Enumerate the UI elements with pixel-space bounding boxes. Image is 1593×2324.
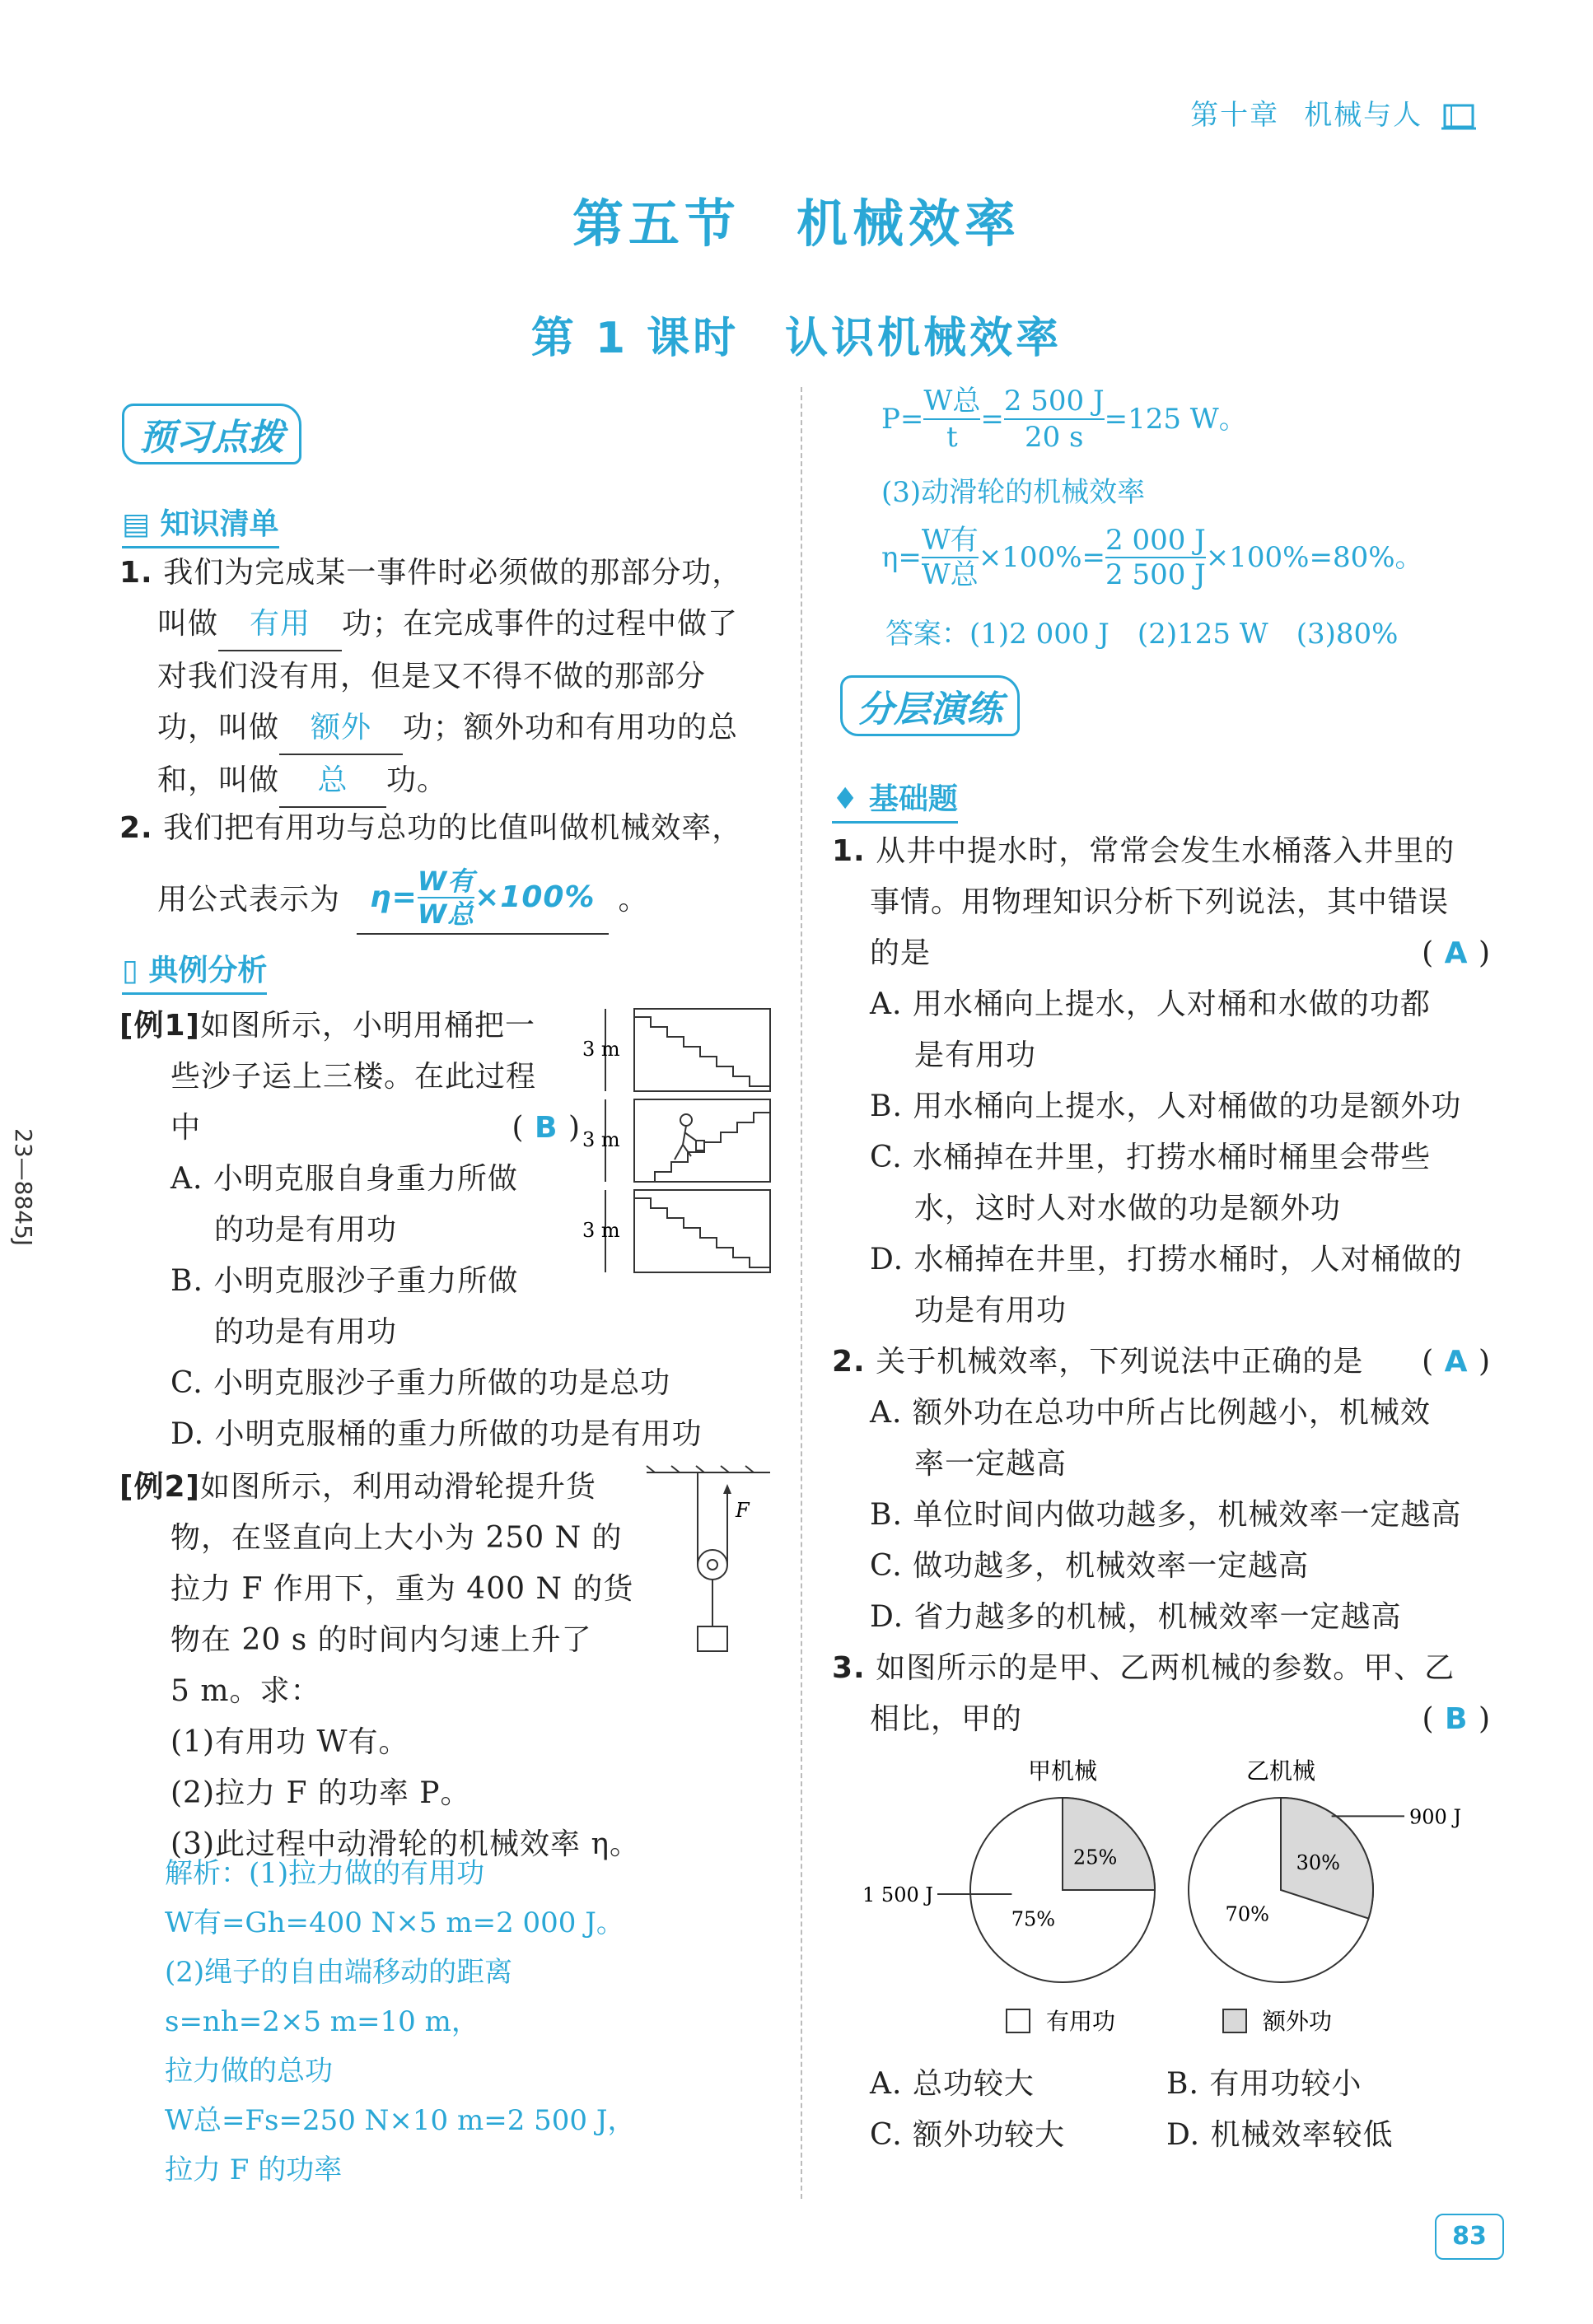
force-label: F [736, 1499, 750, 1522]
book-small-icon: ▯ [122, 954, 149, 987]
knowledge-item-2: 2. 我们把有用功与总功的比值叫做机械效率， 用公式表示为 η= W有 W总 ×100% 。 [119, 803, 778, 935]
preview-heading: 预习点拨 [122, 404, 301, 464]
pie-annotation: 1 500 J [862, 1883, 933, 1906]
leaf-icon: ♦ [832, 782, 869, 816]
example-1: [例1]如图所示，小明用桶把一 些沙子运上三楼。在此过程 中 ( B ) A. 小明克服自身重力所做 的功是有用功 B. 小明克服沙子重力所做 的功是有用功 [119, 1009, 581, 1349]
legend-extra: 额外功 [1263, 2008, 1333, 2035]
blank-extra: 额外 [279, 702, 403, 755]
pie-slice-extra [1063, 1798, 1155, 1890]
knowledge-heading: ▤ 知识清单 [122, 501, 279, 548]
pie-chart-yi [1189, 1798, 1461, 1982]
efficiency-head: (3)动滑轮的机械效率 [881, 476, 1146, 509]
pulley-figure [647, 1466, 778, 1672]
staircase-figure [581, 1005, 778, 1285]
stair-label-1: 3 m [582, 1038, 620, 1061]
pie-annotation: 900 J [1409, 1805, 1462, 1829]
pie-label-extra: 25% [1072, 1846, 1118, 1869]
question-3-answer: B [1445, 1702, 1469, 1736]
pie-chart-jia [862, 1798, 1155, 1982]
solution-left: 解析：(1)拉力做的有用功 W有=Gh=400 N×5 m=2 000 J。 (2)绳子的自由端移动的距离 s=nh=2×5 m=10 m， 拉力做的总功 W总=Fs=250 N×10 m=2 500 J， 拉力 F 的功率 [165, 1857, 636, 2186]
question-2: 2. 关于机械效率，下列说法中正确的是 ( A ) A. 额外功在总功中所占比例越小，机械效 率一定越高 B. 单位时间内做功越多，机械效率一定越高 C. 做功越多，机械效率一定越高 D. 省力越多的机械，机械效率一定越高 [832, 1345, 1491, 1634]
book-icon [1440, 100, 1478, 133]
pie-title-yi: 乙机械 [1245, 1757, 1316, 1785]
chapter-header [1190, 92, 1478, 133]
question-1-answer: A [1444, 936, 1469, 970]
pie-label-extra: 30% [1296, 1851, 1340, 1875]
column-divider [801, 387, 802, 2199]
question-3-options: A. 总功较大 B. 有用功较小 C. 额外功较大 D. 机械效率较低 [870, 2067, 1394, 2152]
efficiency-formula: η= W有 W总 ×100% [357, 866, 609, 935]
legend-useful-swatch [1007, 2009, 1030, 2032]
pie-label-useful: 70% [1225, 1902, 1269, 1926]
legend-useful: 有用功 [1046, 2008, 1116, 2035]
example-heading: ▯ 典例分析 [122, 947, 267, 995]
question-2-answer: A [1444, 1345, 1469, 1379]
legend-extra-swatch [1223, 2009, 1246, 2032]
efficiency-formula-solution: η= W有 W总 ×100%= $\frac{2 000 J}{2 500 J}$ ×100%=80%。 [881, 524, 1423, 591]
question-1: 1. 从井中提水时，常常会发生水桶落入井里的 事情。用物理知识分析下列说法，其中错误 的是 ( A ) A. 用水桶向上提水，人对桶和水做的功都 是有用功 B. 用水桶向上提水，人对桶做的功是额外功 C. 水桶掉在井里，打捞水桶时桶里会带些 水，这时人对水做的功是额外功 D. 水桶掉在井里，打捞水桶时，人对桶做的 功是有用功 [832, 834, 1491, 1328]
basic-heading: ♦ 基础题 [832, 776, 958, 824]
example-1-options-cd: C. 小明克服沙子重力所做的功是总功 D. 小明克服桶的重力所做的功是有用功 [171, 1366, 703, 1451]
power-formula: P= W总 t = $\frac{2 500 J}{20 s}$ =125 W。 [881, 385, 1247, 454]
question-3: 3. 如图所示的是甲、乙两机械的参数。甲、乙 相比，甲的 ( B ) [832, 1651, 1491, 1736]
example-1-answer: B [535, 1111, 558, 1145]
page-subtitle: 第 1 课时 认识机械效率 [530, 314, 1063, 363]
pie-charts [862, 1746, 1516, 2075]
example-2: [例2]如图所示，利用动滑轮提升货 物，在竖直向上大小为 250 N 的 拉力 F 作用下，重为 400 N 的货 物在 20 s 的时间内匀速上升了 5 m。求： (1)有用功 W有。 (2)拉力 F 的功率 P。 (3)此过程中动滑轮的机械效率 η。 [119, 1470, 641, 1861]
answer-line: 答案：(1)2 000 J (2)125 W (3)80% [885, 618, 1399, 651]
page-title: 第五节 机械效率 [572, 194, 1021, 254]
chapter-title: 机械与人 [1304, 99, 1423, 132]
list-icon: ▤ [122, 507, 161, 541]
chapter-number: 第十章 [1190, 99, 1280, 132]
pie-label-useful: 75% [1011, 1907, 1056, 1931]
stair-label-2: 3 m [582, 1128, 620, 1151]
stair-label-3: 3 m [582, 1219, 620, 1242]
side-code: 23—8845J [10, 1128, 37, 1247]
pie-legend [1007, 2008, 1332, 2035]
blank-total: 总 [279, 755, 386, 808]
page-number: 83 [1435, 2214, 1504, 2260]
practice-heading: 分层演练 [840, 675, 1020, 736]
knowledge-item-1: 1. 我们为完成某一事件时必须做的那部分功， 叫做 有用 功；在完成事件的过程中做了 对我们没有用，但是又不得不做的那部分 功，叫做 额外 功；额外功和有用功的总 和，叫做 总 功。 [119, 548, 778, 808]
blank-useful: 有用 [218, 599, 342, 651]
pie-title-jia: 甲机械 [1027, 1757, 1098, 1785]
